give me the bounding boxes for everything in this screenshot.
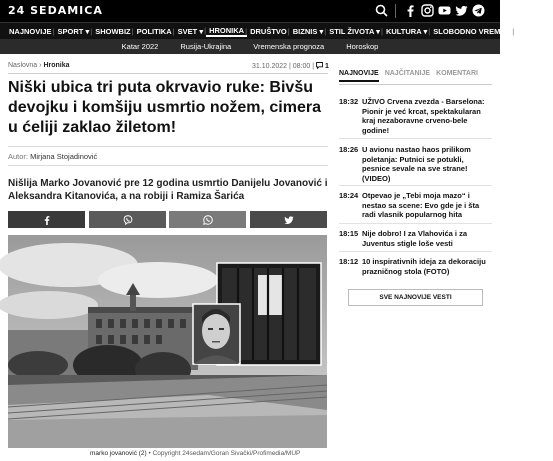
nav-label: KULTURA [385,27,422,36]
share-whatsapp-button[interactable] [169,211,246,228]
nav-item-svet[interactable]: | SVET ▾ [175,27,206,36]
comments-count-value: 1 [324,63,329,70]
nav-item-politika[interactable]: | POLITIKA [134,27,175,36]
twitter-icon[interactable] [455,4,468,17]
nav-item-showbiz[interactable]: | SHOWBIZ [92,27,133,36]
photo-caption [90,450,300,457]
facebook-icon[interactable] [404,4,417,17]
divider [8,146,328,147]
photo-caption-title: marko jovanović (2) [90,450,147,457]
breadcrumb [8,62,70,69]
nav-label: SVET [177,27,198,36]
news-time: 18:26 [339,145,359,154]
nav-item-hronika[interactable]: | HRONIKA [206,26,247,37]
twitter-icon [284,215,294,225]
divider [339,223,492,224]
share-twitter-button[interactable] [250,211,327,228]
tab-najnovije[interactable]: NAJNOVIJE [339,70,379,82]
divider [8,165,328,166]
nav-label: SLOBODNO VREME [433,27,506,36]
share-facebook-button[interactable] [8,211,85,228]
site-logo[interactable]: 24 SEDAMICA [8,4,103,17]
nav-item-najnovije[interactable]: NAJNOVIJE [9,27,52,36]
divider [339,185,492,186]
facebook-icon [42,215,52,225]
divider [8,73,328,74]
nav-item-sport[interactable]: | SPORT ▾ [55,27,93,36]
nav-item-kultura[interactable]: | KULTURA ▾ [383,27,430,36]
article-photo[interactable] [8,235,327,448]
article-author [8,152,97,161]
nav-item-stil-zivota[interactable]: | STIL ŽIVOTA ▾ [326,27,383,36]
news-time: 18:24 [339,191,359,200]
photo-credit: • Copyright 24sedam/Goran Sivački/Profimedia/MUP [146,450,301,457]
breadcrumb-section[interactable]: Hronika [43,62,70,69]
breadcrumb-separator: › [39,62,42,69]
article-lead: Nišlija Marko Jovanović pre 12 godina usmrtio Danijelu Jovanović i Aleksandra Kitanovića, a na robiji i Ramiza Šarića [8,178,328,202]
news-time: 18:12 [339,257,359,266]
subnav-item-katar[interactable]: Katar 2022 [121,42,159,51]
comments-count[interactable] [316,63,329,70]
news-title[interactable]: U avionu nastao haos prilikom poletanja: Putnici se potukli, pesnice sevale na sve strane! (VIDEO) [362,145,471,183]
nav-label: SRBIJA [517,27,545,36]
news-title[interactable]: Nije dobro! I za Vlahovića i za Juventus stigle loše vesti [362,229,468,248]
share-viber-button[interactable] [89,211,166,228]
news-title[interactable]: Otpevao je „Tebi moja mazo“ i nestao sa scene: Evo gde je i šta radi vlasnik popularnog hita [362,191,480,219]
nav-item-drustvo[interactable]: | DRUŠTVO [247,27,290,36]
youtube-icon[interactable] [438,4,451,17]
nav-label: SPORT [57,27,84,36]
article-photo-image [8,235,327,448]
tab-najcitanije[interactable]: NAJČITANIJE [384,70,431,77]
nav-label: BIZNIS [292,27,318,36]
article-title: Niški ubica tri puta okrvavio ruke: Bivšu devojku i komšiju usmrtio nožem, cimera u ćeliji zaklao žiletom! [8,79,321,136]
news-title[interactable]: UŽIVO Crvena zvezda - Barselona: Pionir je već krcat, spektakularan kraj nezaboravne crveno-bele godine! [362,97,485,135]
divider [339,138,492,139]
breadcrumb-home[interactable]: Naslovna [8,62,38,69]
nav-label: STIL ŽIVOTA [329,27,375,36]
author-label: Autor: [8,152,29,161]
subnav-item-rusija-ukrajina[interactable]: Rusija-Ukrajina [180,42,232,51]
subnav-item-vremenska-prognoza[interactable]: Vremenska prognoza [253,42,325,51]
article-time: 08:00 [292,63,311,70]
news-time: 18:15 [339,229,359,238]
nav-item-biznis[interactable]: | BIZNIS ▾ [290,27,326,36]
sidebar-tabs [339,70,492,84]
main-nav [0,22,551,39]
search-icon[interactable] [375,4,388,17]
all-news-button[interactable]: SVE NAJNOVIJE VESTI [348,289,483,306]
comment-icon [316,62,323,69]
nav-item-srbija[interactable]: | SRBIJA ▾ [514,27,553,36]
telegram-icon[interactable] [472,4,485,17]
viber-icon [123,215,133,225]
news-title[interactable]: 10 inspirativnih ideja za dekoraciju prazničnog stola (FOTO) [362,257,486,276]
tab-komentari[interactable]: KOMENTARI [436,70,478,77]
sub-nav [0,39,500,54]
article-date: 31.10.2022 [252,63,288,70]
whatsapp-icon [203,215,213,225]
author-name[interactable]: Mirjana Stojadinović [30,152,98,161]
news-time: 18:32 [339,97,359,106]
top-bar [0,0,500,22]
topbar-divider [395,4,396,18]
divider [339,251,492,252]
article-meta: 31.10.2022 | 08:00 | 1 [252,63,329,70]
nav-item-slobodno-vreme[interactable]: | SLOBODNO VREME ▾ [430,27,514,36]
tabs-divider [339,84,492,85]
instagram-icon[interactable] [421,4,434,17]
subnav-item-horoskop[interactable]: Horoskop [346,42,379,51]
